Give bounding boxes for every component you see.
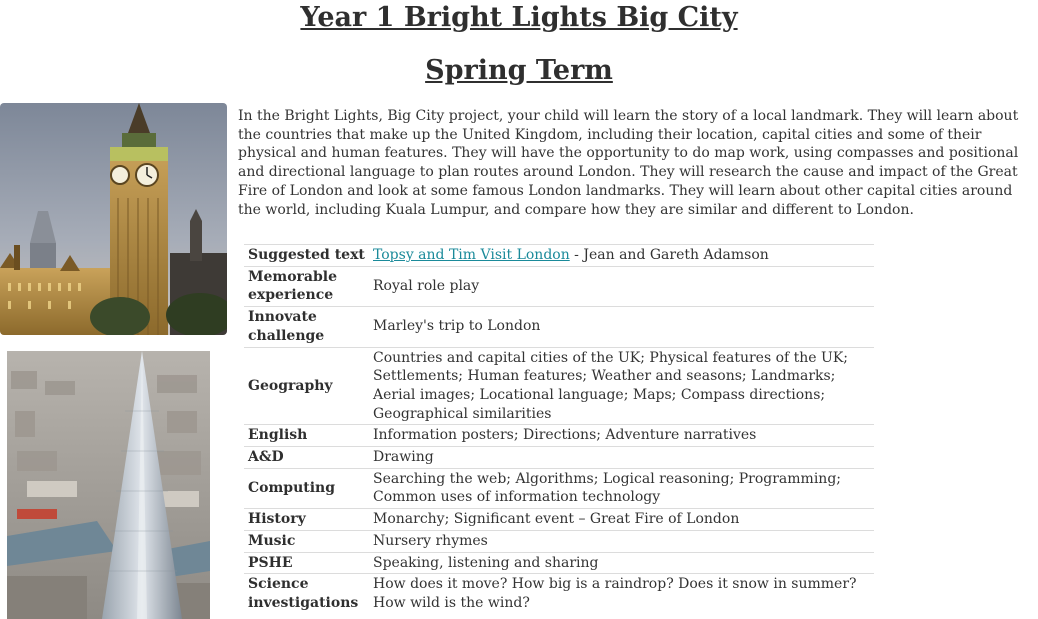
big-ben-photo xyxy=(0,103,227,335)
row-label: PSHE xyxy=(244,552,369,574)
project-description: In the Bright Lights, Big City project, your child will learn the story of a local landmark. They will learn about the countries that make up the United Kingdom, including their location, capital cities and some of their physical and human features. They will have the opportunity to do map work, using compasses and positional and directional language to plan routes around London. They will research the cause and impact of the Great Fire of London and look at some famous London landmarks. They will learn about other capital cities around the world, including Kuala Lumpur, and compare how they are similar and different to London. xyxy=(238,108,1019,218)
row-value: Speaking, listening and sharing xyxy=(369,552,874,574)
row-value: Drawing xyxy=(369,447,874,469)
table-row xyxy=(244,425,874,447)
row-value: Information posters; Directions; Adventure narratives xyxy=(369,425,874,447)
term-heading: Spring Term xyxy=(425,55,613,86)
row-label: Innovate challenge xyxy=(244,307,369,347)
book-author: - Jean and Gareth Adamson xyxy=(569,247,769,263)
row-label: Music xyxy=(244,530,369,552)
table-row xyxy=(244,307,874,347)
row-value: Royal role play xyxy=(369,266,874,306)
row-label: Science investigations xyxy=(244,574,369,614)
shard-photo xyxy=(7,351,210,619)
page-title: Year 1 Bright Lights Big City xyxy=(300,2,738,33)
table-row xyxy=(244,574,874,614)
table-row xyxy=(244,245,874,267)
table-row xyxy=(244,509,874,531)
row-value: How does it move? How big is a raindrop? Does it snow in summer? How wild is the wind? xyxy=(369,574,874,614)
curriculum-table xyxy=(244,244,874,614)
row-value: Countries and capital cities of the UK; Physical features of the UK; Settlements; Human features; Weather and seasons; Landmarks; Aerial images; Locational language; Maps; Compass directions; Geographical similarities xyxy=(369,347,874,425)
row-label: Suggested text xyxy=(244,245,369,267)
table-row xyxy=(244,447,874,469)
row-value: Monarchy; Significant event – Great Fire of London xyxy=(369,509,874,531)
row-label: Memorable experience xyxy=(244,266,369,306)
table-row xyxy=(244,530,874,552)
table-row xyxy=(244,266,874,306)
row-label: English xyxy=(244,425,369,447)
row-value: Marley's trip to London xyxy=(369,307,874,347)
row-value: Nursery rhymes xyxy=(369,530,874,552)
row-label: Computing xyxy=(244,468,369,508)
row-value xyxy=(369,245,874,267)
table-row xyxy=(244,468,874,508)
table-row xyxy=(244,552,874,574)
row-label: Geography xyxy=(244,347,369,425)
row-label: A&D xyxy=(244,447,369,469)
row-label: History xyxy=(244,509,369,531)
book-link[interactable]: Topsy and Tim Visit London xyxy=(373,247,570,263)
row-value: Searching the web; Algorithms; Logical reasoning; Programming; Common uses of information technology xyxy=(369,468,874,508)
table-row xyxy=(244,347,874,425)
